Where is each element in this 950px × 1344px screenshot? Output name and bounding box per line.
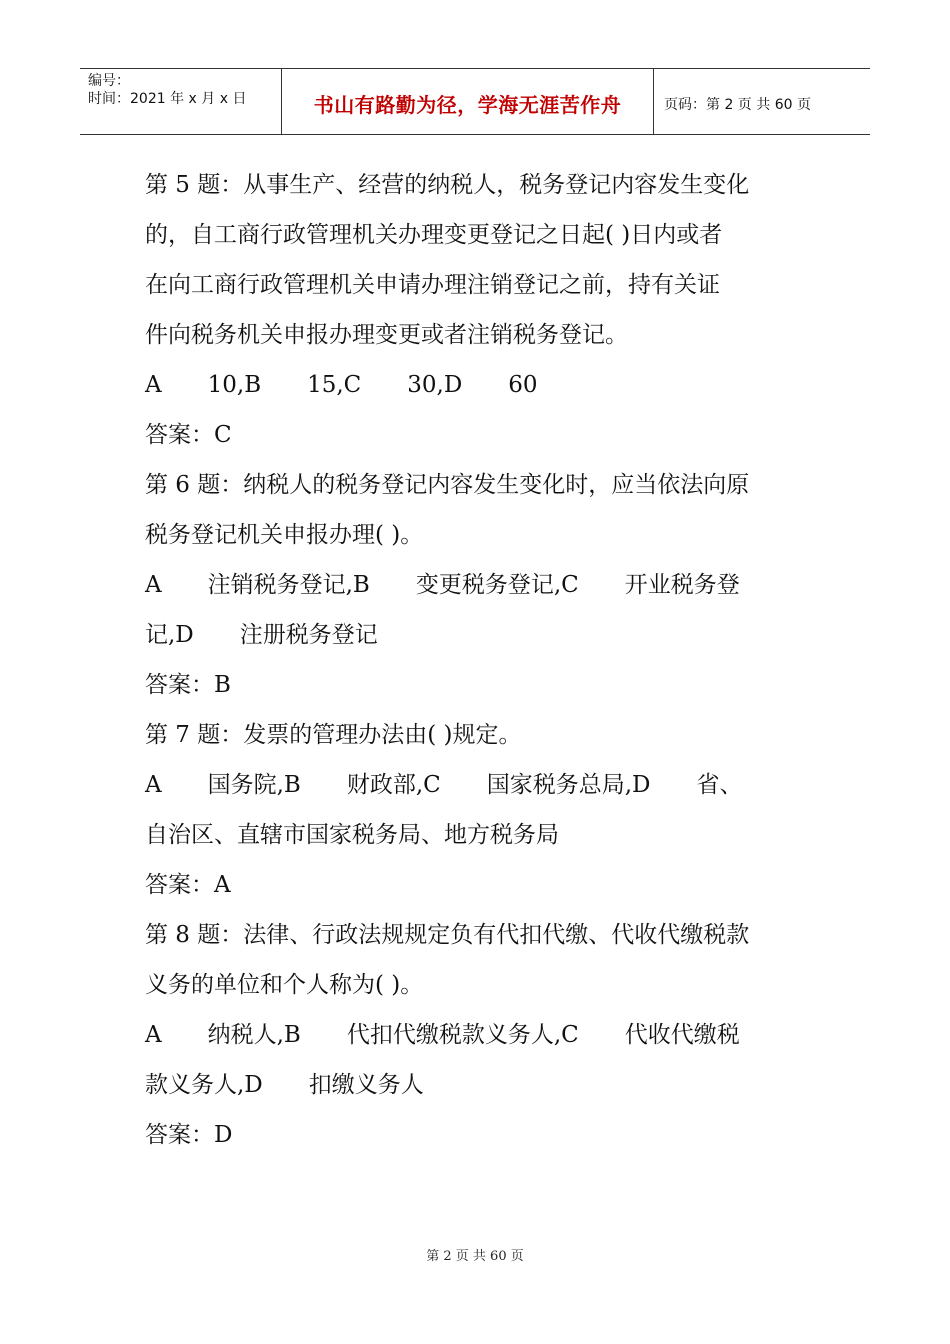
text-line: 第 7 题：发票的管理办法由( )规定。 bbox=[145, 722, 522, 748]
text-line: 第 8 题：法律、行政法规规定负有代扣代缴、代收代缴税款 bbox=[145, 922, 750, 948]
page-header bbox=[80, 68, 870, 135]
answer-line: 答案：C bbox=[145, 422, 232, 448]
text-line: 件向税务机关申报办理变更或者注销税务登记。 bbox=[145, 322, 628, 348]
text-line: 的，自工商行政管理机关办理变更登记之日起( )日内或者 bbox=[145, 222, 723, 248]
options-line: 自治区、直辖市国家税务局、地方税务局 bbox=[145, 822, 559, 848]
document-body bbox=[145, 160, 825, 1160]
answer-line: 答案：D bbox=[145, 1122, 233, 1148]
header-meta bbox=[80, 69, 282, 134]
text-line: 在向工商行政管理机关申请办理注销登记之前，持有关证 bbox=[145, 272, 720, 298]
options-line: 款义务人,D 扣缴义务人 bbox=[145, 1072, 424, 1098]
options-line: A 国务院,B 财政部,C 国家税务总局,D 省、 bbox=[145, 772, 743, 798]
text-line: 第 5 题：从事生产、经营的纳税人，税务登记内容发生变化 bbox=[145, 172, 750, 198]
answer-line: 答案：A bbox=[145, 872, 231, 898]
answer-line: 答案：B bbox=[145, 672, 231, 698]
options-line: A 10,B 15,C 30,D 60 bbox=[145, 372, 538, 398]
text-line: 义务的单位和个人称为( )。 bbox=[145, 972, 424, 998]
options-line: A 纳税人,B 代扣代缴税款义务人,C 代收代缴税 bbox=[145, 1022, 740, 1048]
page-footer: 第 2 页 共 60 页 bbox=[426, 1249, 524, 1264]
time-label: 时间：2021 年 x 月 x 日 bbox=[88, 91, 247, 107]
header-page-info: 页码：第 2 页 共 60 页 bbox=[664, 96, 811, 113]
text-line: 第 6 题：纳税人的税务登记内容发生变化时，应当依法向原 bbox=[145, 472, 750, 498]
header-motto: 书山有路勤为径，学海无涯苦作舟 bbox=[282, 69, 654, 134]
text-line: 税务登记机关申报办理( )。 bbox=[145, 522, 424, 548]
options-line: A 注销税务登记,B 变更税务登记,C 开业税务登 bbox=[145, 572, 740, 598]
options-line: 记,D 注册税务登记 bbox=[145, 622, 378, 648]
number-label: 编号： bbox=[88, 73, 130, 89]
